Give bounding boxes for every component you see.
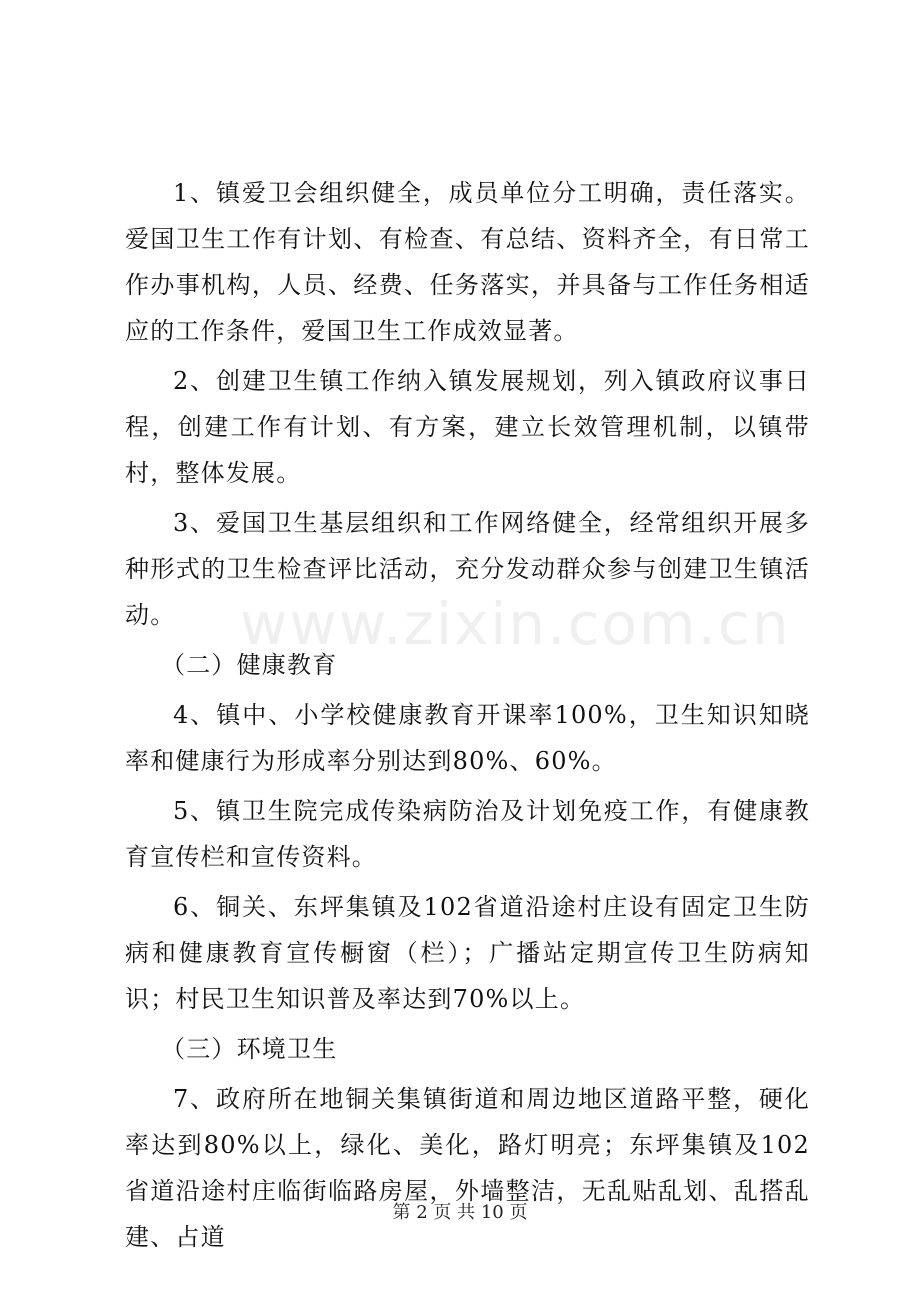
paragraph-1: 1、镇爱卫会组织健全，成员单位分工明确，责任落实。爱国卫生工作有计划、有检查、有总结、资料齐全，有日常工作办事机构，人员、经费、任务落实，并具备与工作任务相适应的工作条件，爱国卫生工作成效显著。 [125, 179, 810, 345]
paragraph-4: 4、镇中、小学校健康教育开课率100%，卫生知识知晓率和健康行为形成率分别达到80%、60%。 [125, 701, 810, 775]
paragraph-5: 5、镇卫生院完成传染病防治及计划免疫工作，有健康教育宣传栏和宣传资料。 [125, 797, 810, 871]
section-heading-health-education: （二）健康教育 [161, 651, 338, 679]
section-heading-environment: （三）环境卫生 [161, 1035, 338, 1063]
watermark: www.zixin.com.cn [240, 590, 791, 658]
paragraph-7: 7、政府所在地铜关集镇街道和周边地区道路平整，硬化率达到80%以上，绿化、美化，路灯明亮；东坪集镇及102省道沿途村庄临街临路房屋，外墙整洁，无乱贴乱划、乱搭乱建、占道 [125, 1085, 810, 1251]
document-body [125, 170, 810, 1260]
page-footer: 第 2 页 共 10 页 [392, 1202, 528, 1223]
paragraph-6: 6、铜关、东坪集镇及102省道沿途村庄设有固定卫生防病和健康教育宣传橱窗（栏）；广播站定期宣传卫生防病知识；村民卫生知识普及率达到70%以上。 [125, 893, 810, 1013]
paragraph-3: 3、爱国卫生基层组织和工作网络健全，经常组织开展多种形式的卫生检查评比活动，充分发动群众参与创建卫生镇活动。 [125, 509, 810, 629]
paragraph-2: 2、创建卫生镇工作纳入镇发展规划，列入镇政府议事日程，创建工作有计划、有方案，建立长效管理机制，以镇带村，整体发展。 [125, 367, 810, 487]
